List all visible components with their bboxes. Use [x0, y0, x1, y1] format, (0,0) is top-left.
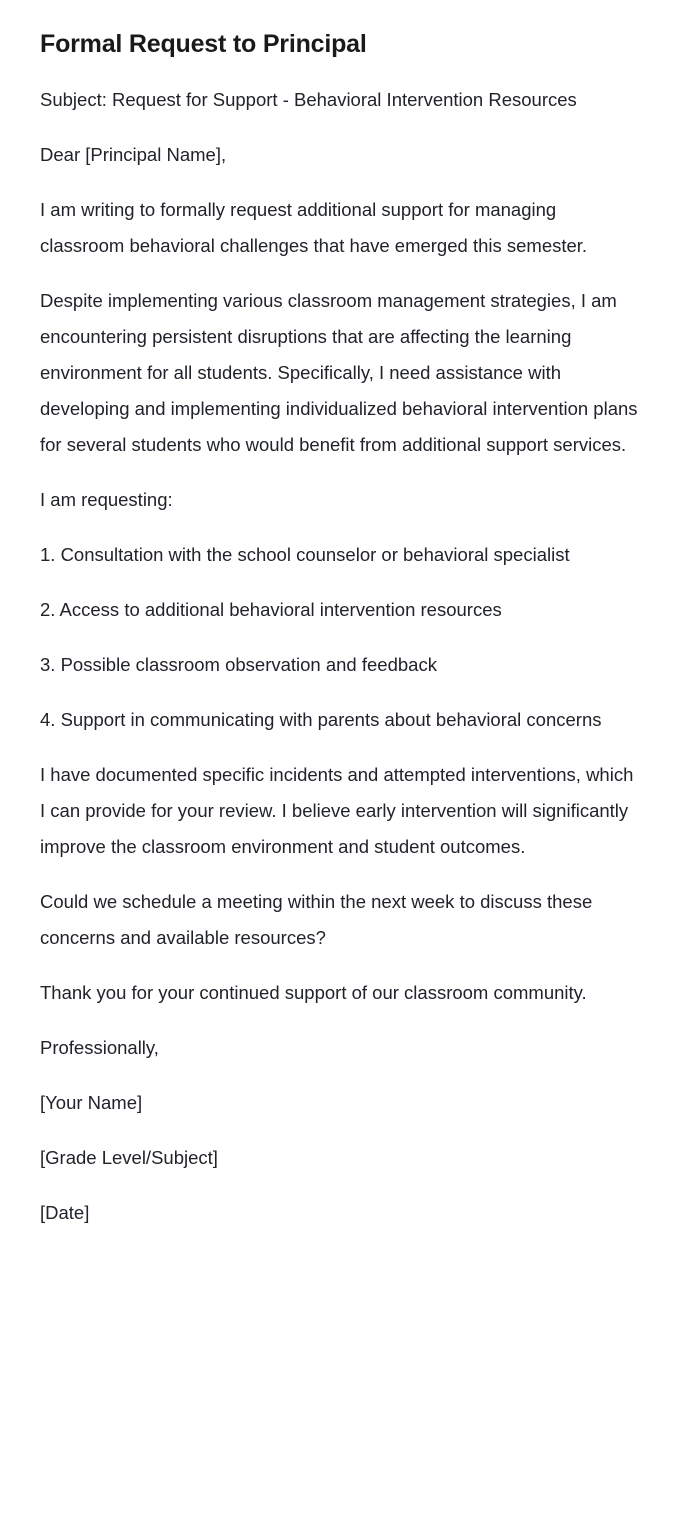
opening-paragraph: I am writing to formally request additional support for managing classroom behavioral challenges that have emerged this semester. [40, 199, 588, 256]
subject-line: Subject: Request for Support - Behavioral Intervention Resources [40, 89, 577, 110]
closing: Professionally, [40, 1037, 159, 1058]
request-item-4: 4. Support in communicating with parents about behavioral concerns [40, 709, 602, 730]
page-title: Formal Request to Principal [40, 30, 367, 58]
signature-name: [Your Name] [40, 1092, 143, 1113]
salutation: Dear [Principal Name], [40, 144, 227, 165]
thank-you-paragraph: Thank you for your continued support of our classroom community. [40, 982, 587, 1003]
situation-paragraph: Despite implementing various classroom management strategies, I am encountering persistent disruptions that are affecting the learning environment for all students. Specifically, I need assistance with developing and implementing individualized behavioral intervention plans for several students who would benefit from additional support services. [40, 290, 638, 455]
signature-date: [Date] [40, 1202, 90, 1223]
request-item-2: 2. Access to additional behavioral intervention resources [40, 599, 502, 620]
document-body [40, 82, 640, 1231]
signature-grade-subject: [Grade Level/Subject] [40, 1147, 218, 1168]
request-intro: I am requesting: [40, 489, 173, 510]
request-item-1: 1. Consultation with the school counselor or behavioral specialist [40, 544, 570, 565]
documentation-paragraph: I have documented specific incidents and attempted interventions, which I can provide for your review. I believe early intervention will significantly improve the classroom environment and student outcomes. [40, 764, 634, 857]
request-item-3: 3. Possible classroom observation and feedback [40, 654, 437, 675]
meeting-request-paragraph: Could we schedule a meeting within the next week to discuss these concerns and available resources? [40, 891, 593, 948]
